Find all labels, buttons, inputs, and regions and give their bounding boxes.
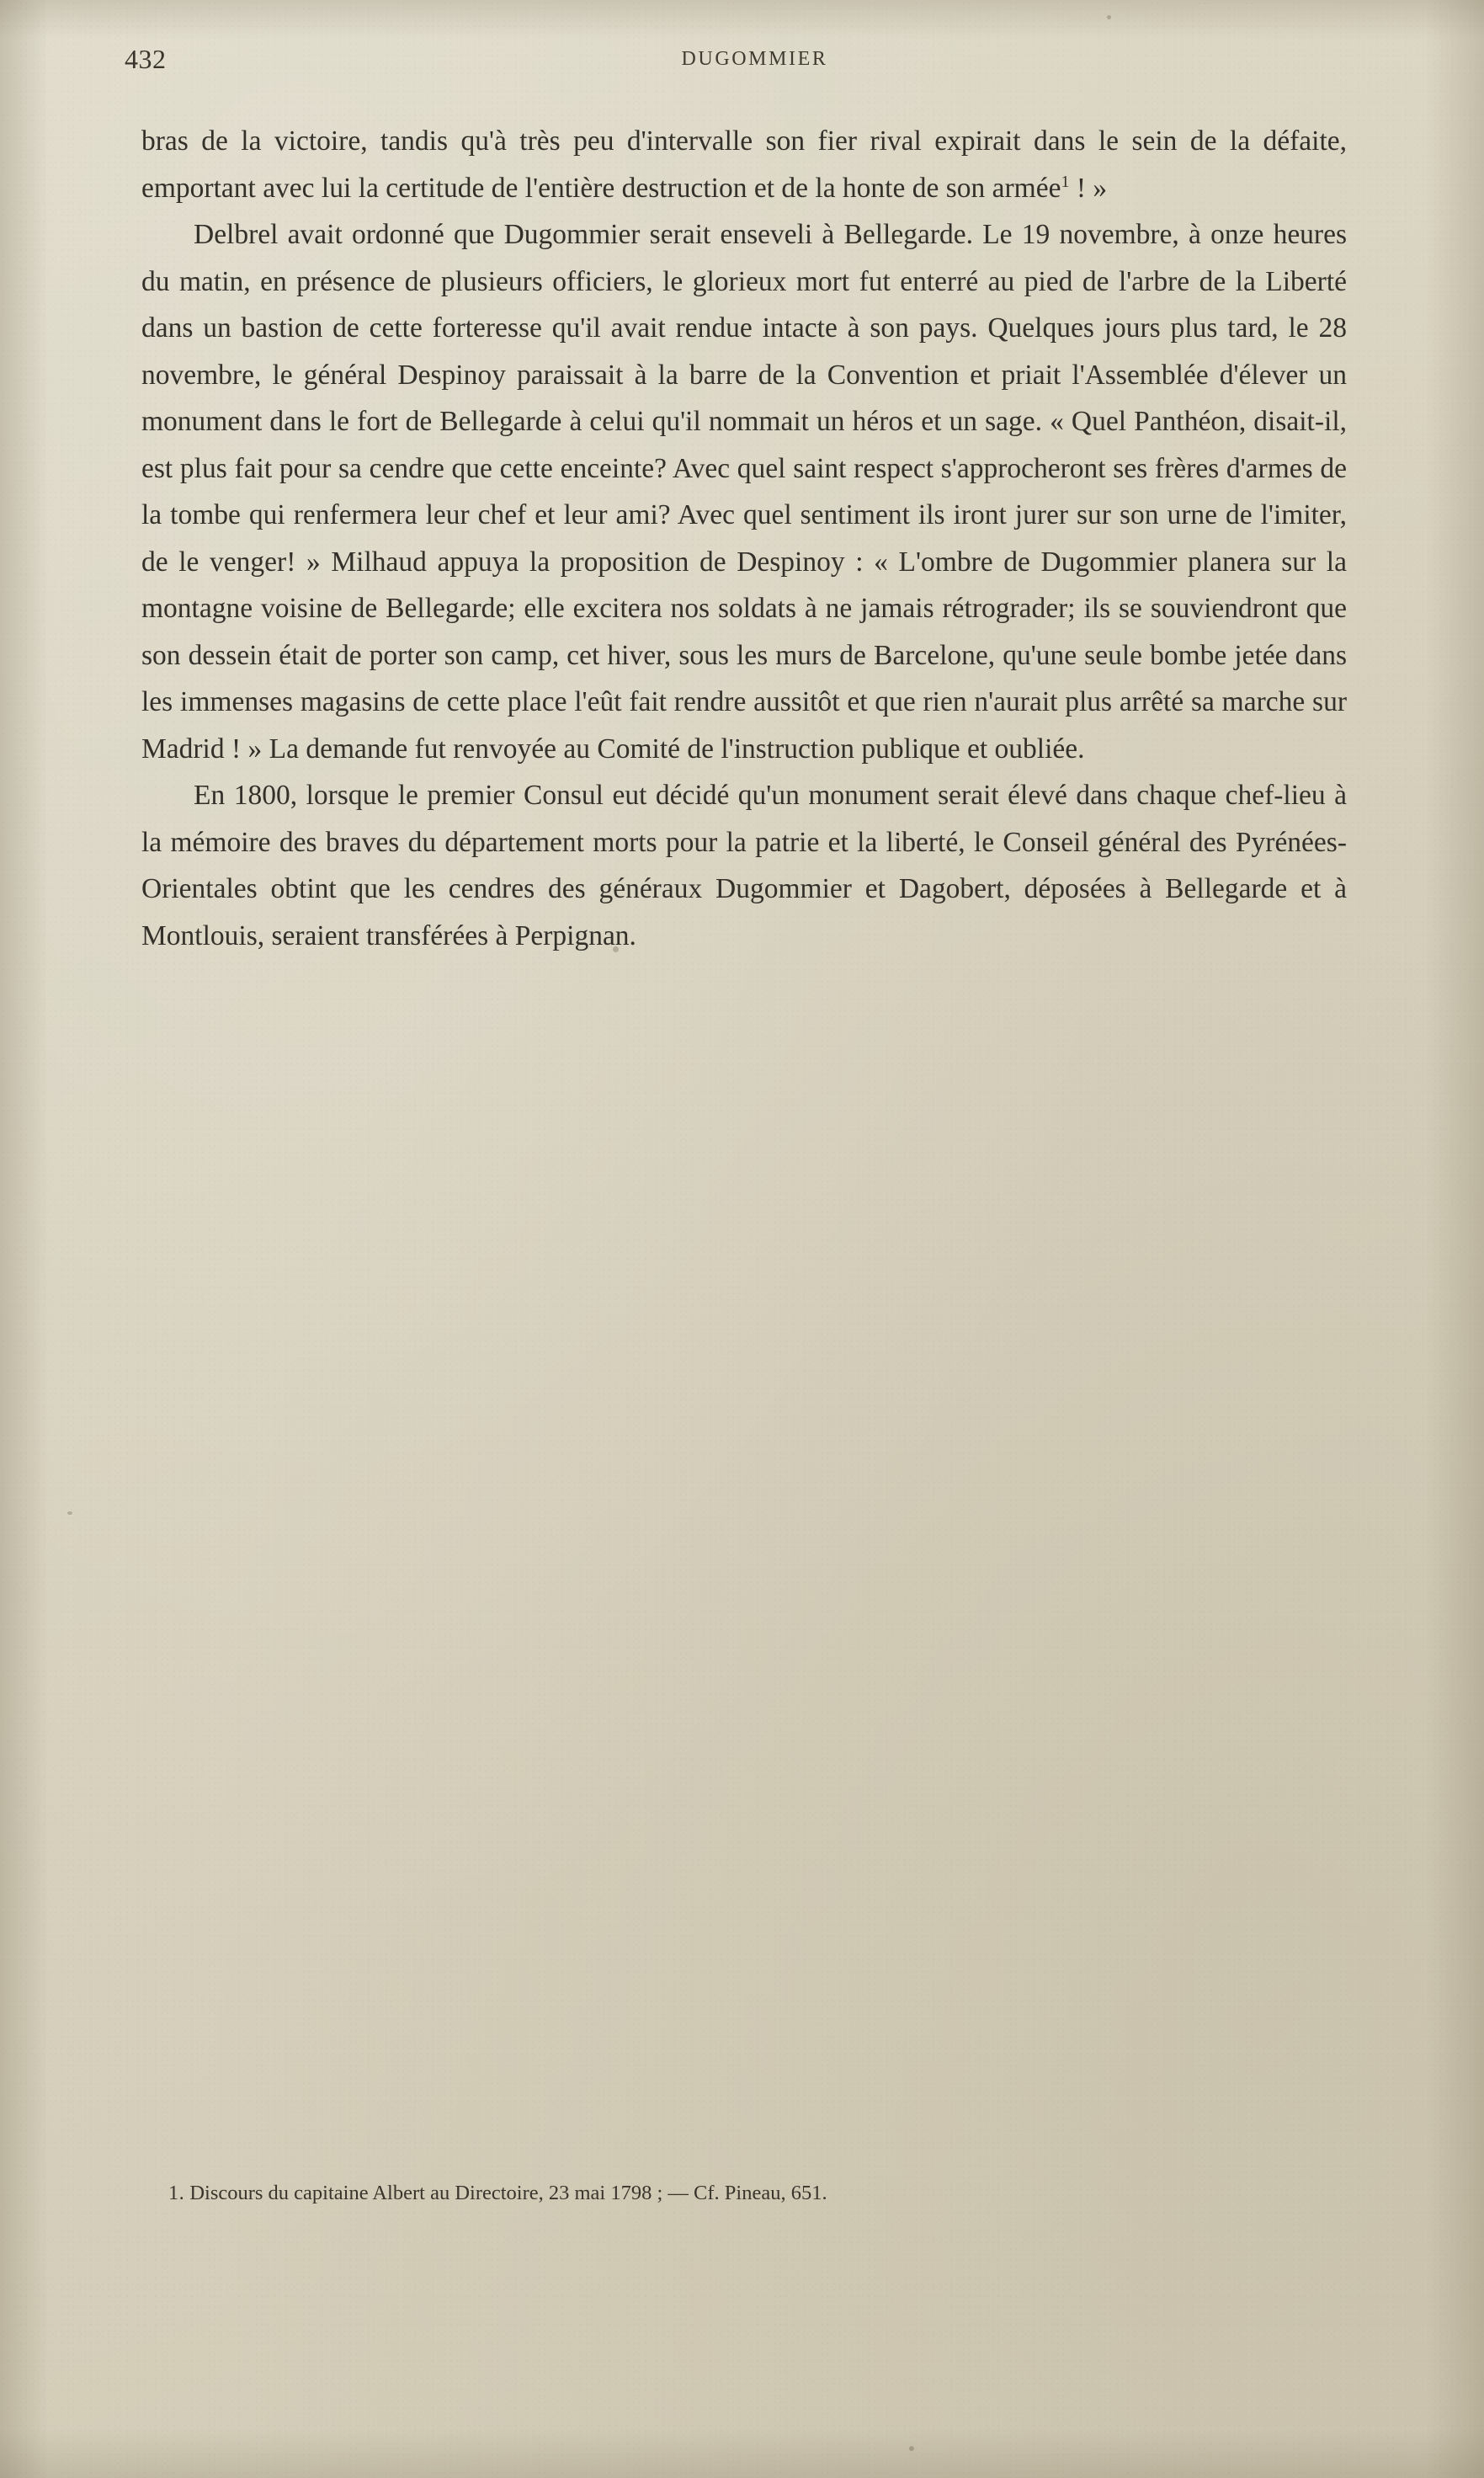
page-edge-shadow-left: [0, 0, 49, 2478]
page-number: 432: [125, 44, 167, 74]
paragraph-3: En 1800, lorsque le premier Consul eut décidé qu'un monument serait élevé dans chaque chef-lieu à la mémoire des braves du département morts pour la patrie et la liberté, le Conseil général des Pyrénées-Orientales obtint que les cendres des généraux Dugommier et Dagobert, déposées à Bellegarde et à Montlouis, seraient transférées à Perpignan.: [141, 780, 1347, 951]
footnote-reference-marker[interactable]: 1: [1061, 172, 1070, 191]
page-edge-shadow-right: [1425, 0, 1484, 2478]
paper-speck: [1107, 15, 1111, 19]
paragraph-1-tail: ! »: [1069, 172, 1108, 204]
paragraph-2: Delbrel avait ordonné que Dugommier serait enseveli à Bellegarde. Le 19 novembre, à onze heures du matin, en présence de plusieurs officiers, le glorieux mort fut enterré au pied de l'arbre de la Liberté dans un bastion de cette forteresse qu'il avait rendue intacte à son pays. Quelques jours plus tard, le 28 novembre, le général Despinoy paraissait à la barre de la Convention et priait l'Assemblée d'élever un monument dans le fort de Bellegarde à celui qu'il nommait un héros et un sage. « Quel Panthéon, disait-il, est plus fait pour sa cendre que cette enceinte? Avec quel saint respect s'approcheront ses frères d'armes de la tombe qui renfermera leur chef et leur ami? Avec quel sentiment ils iront jurer sur son urne de l'imiter, de le venger! » Milhaud appuya la proposition de Despinoy : « L'ombre de Dugommier planera sur la montagne voisine de Bellegarde; elle excitera nos soldats à ne jamais rétrograder; ils se souviendront que son dessein était de porter son camp, cet hiver, sous les murs de Barcelone, qu'une seule bombe jetée dans les immenses magasins de cette place l'eût fait rendre aussitôt et que rien n'aurait plus arrêté sa marche sur Madrid ! » La demande fut renvoyée au Comité de l'instruction publique et oubliée.: [141, 219, 1347, 765]
paragraph-1-text: bras de la victoire, tandis qu'à très peu d'intervalle son fier rival expirait dans le sein de la défaite, emportant avec lui la certitude de l'entière destruction et de la honte de son armée: [141, 125, 1347, 204]
footnote-1: [168, 2177, 1347, 2209]
paper-speck: [67, 1511, 72, 1515]
paper-speck: [909, 2446, 914, 2451]
page-body: [141, 118, 1347, 959]
page-edge-shadow-top: [0, 0, 1484, 39]
page-edge-shadow-bottom: [0, 2427, 1484, 2478]
footnote-number: 1.: [168, 2182, 185, 2204]
footnote-block: [168, 2177, 1347, 2209]
running-head-title: DUGOMMIER: [681, 48, 828, 70]
footnote-text: Discours du capitaine Albert au Directoire, 23 mai 1798 ; — Cf. Pineau, 651.: [189, 2182, 827, 2204]
page-header: [125, 44, 1359, 77]
paragraph-continuation: [141, 118, 1347, 211]
